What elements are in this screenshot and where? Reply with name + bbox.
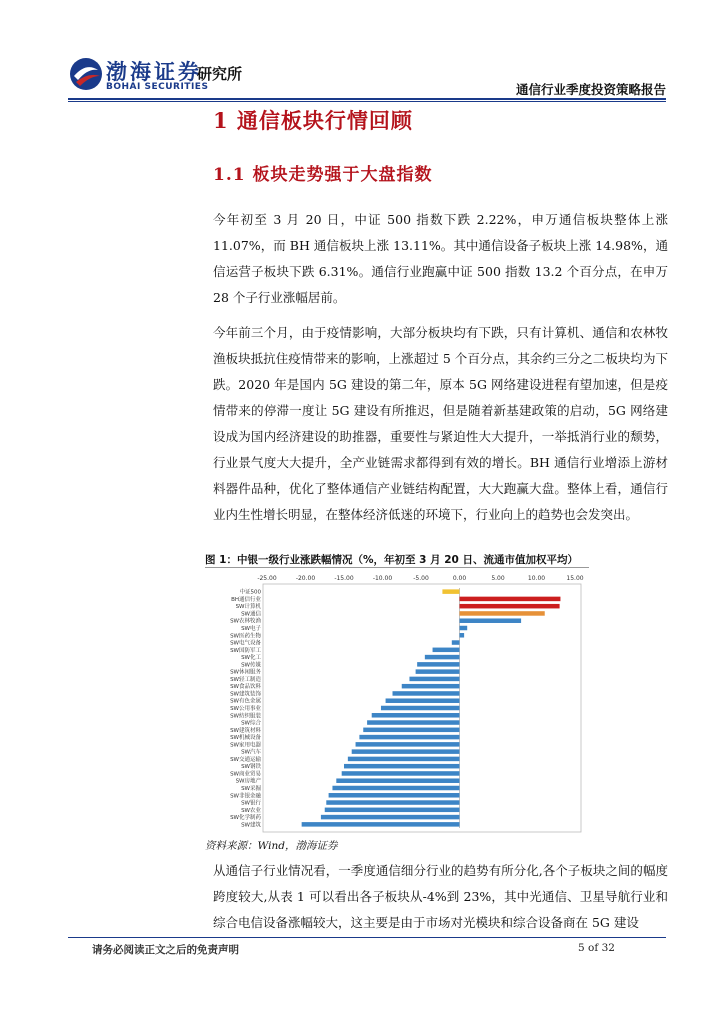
- bar-32: [302, 822, 460, 827]
- category-label: SW医药生物: [230, 633, 261, 640]
- category-label: SW建筑材料: [230, 727, 261, 734]
- bar-16: [381, 706, 460, 711]
- category-label: SW房地产: [235, 778, 261, 785]
- category-label: SW计算机: [235, 604, 261, 611]
- x-tick-label: -5.00: [413, 575, 429, 582]
- category-label: SW非银金融: [230, 793, 261, 800]
- bohai-logo-icon: [68, 56, 104, 92]
- section-heading-1: 1 通信板块行情回顾: [213, 108, 413, 133]
- category-label: SW农业: [241, 807, 261, 814]
- section-heading-1-1: 1.1 板块走势强于大盘指数: [213, 165, 433, 185]
- bar-8: [433, 648, 460, 653]
- bar-7: [452, 640, 460, 645]
- x-tick-label: 15.00: [566, 575, 584, 582]
- category-label: SW休闲服务: [230, 669, 261, 676]
- page-current: 5: [578, 942, 585, 954]
- figure-source: 资料来源：Wind，渤海证券: [205, 840, 338, 852]
- category-label: 中证500: [239, 589, 261, 596]
- category-label: SW综合: [241, 720, 261, 727]
- bar-13: [402, 684, 460, 689]
- bar-29: [326, 800, 459, 805]
- bar-10: [417, 662, 459, 667]
- category-label: SW化工: [241, 655, 261, 662]
- bar-25: [342, 771, 460, 776]
- header-divider-thin: [68, 101, 666, 102]
- paragraph-1: 今年初至 3 月 20 日，中证 500 指数下跌 2.22%，申万通信板块整体上涨 11.07%，而 BH 通信板块上涨 13.11%。其中通信设备子板块上涨 14.98%，通信运营子板块下跌 6.31%。通信行业跑赢中证 500 指数 13.2 个百分点，在申万 28 个子行业涨幅居前。: [213, 212, 668, 305]
- bar-0: [442, 589, 459, 594]
- page-number: [578, 942, 615, 954]
- category-label: SW商业贸易: [230, 771, 261, 778]
- footer-divider: [68, 937, 666, 938]
- category-label: SW电子: [241, 626, 261, 632]
- department-name: 研究所: [197, 65, 243, 83]
- paragraph-3: 从通信子行业情况看，一季度通信细分行业的趋势有所分化,各个子板块之间的幅度跨度较大,从表 1 可以看出各子板块从-4%到 23%，其中光通信、卫星导航行业和综合电信设备涨幅较大，这主要是由于市场对光模块和综合设备商在 5G 建设: [213, 863, 668, 930]
- category-label: SW交通运输: [230, 756, 261, 763]
- x-tick-label: 0.00: [452, 575, 467, 582]
- category-label: SW化学制药: [230, 815, 261, 822]
- x-tick-label: -25.00: [257, 575, 277, 582]
- category-label: SW银行: [241, 800, 261, 807]
- category-label: SW传媒: [241, 662, 261, 669]
- category-label: SW国防军工: [230, 647, 261, 654]
- x-tick-label: -15.00: [334, 575, 354, 582]
- category-label: SW农林牧渔: [230, 618, 261, 625]
- bar-14: [393, 691, 460, 696]
- category-label: SW电气设备: [230, 640, 261, 647]
- bar-11: [416, 669, 460, 674]
- category-label: BH通信行业: [231, 596, 261, 603]
- bar-22: [352, 749, 460, 754]
- paragraph-2: 今年前三个月，由于疫情影响，大部分板块均有下跌，只有计算机、通信和农林牧渔板块抵抗住疫情带来的影响，上涨超过 5 个百分点，其余约三分之二板块均为下跌。2020 年是国内 5G 建设的第二年，原本 5G 网络建设进程有望加速，但是疫情带来的停滞一度让 5G 建设有所推迟，但是随着新基建政策的启动，5G 网络建设成为国内经济建设的助推器，重要性与紧迫性大大提升，一举抵消行业的颓势，行业景气度大大提升，全产业链需求都得到有效的增长。BH 通信行业增添上游材料器件品种，优化了整体通信产业链结构配置，大大跑赢大盘。整体上看，通信行业内生性增长明显，在整体经济低迷的环境下，行业向上的趋势也会发突出。: [213, 325, 668, 522]
- bar-4: [460, 618, 522, 623]
- company-name-cn: 渤海证券: [106, 60, 202, 84]
- bar-6: [460, 633, 465, 638]
- x-tick-label: 5.00: [491, 575, 505, 582]
- bar-18: [367, 720, 459, 725]
- company-name-en: BOHAI SECURITIES: [106, 82, 209, 92]
- bar-26: [336, 778, 459, 783]
- bar-17: [372, 713, 460, 718]
- bar-21: [356, 742, 460, 747]
- category-label: SW公用事业: [230, 706, 261, 712]
- figure-title-divider: [205, 567, 589, 568]
- category-label: SW汽车: [241, 749, 261, 756]
- category-label: SW有色金属: [230, 698, 261, 705]
- bar-19: [363, 728, 459, 733]
- x-tick-label: -10.00: [372, 575, 393, 582]
- header-divider: [68, 98, 666, 100]
- bar-30: [325, 808, 460, 813]
- bar-15: [386, 698, 460, 703]
- category-label: SW家用电器: [230, 742, 261, 749]
- page-total: 32: [601, 942, 615, 954]
- industry-return-bar-chart: [205, 570, 589, 834]
- category-label: SW建筑装饰: [230, 691, 261, 698]
- x-tick-label: -20.00: [295, 575, 316, 582]
- bar-1: [460, 597, 561, 602]
- category-label: SW采掘: [241, 786, 261, 792]
- bar-12: [409, 677, 459, 682]
- footer-disclaimer: 请务必阅读正文之后的免责声明: [92, 944, 239, 956]
- category-label: SW轻工制造: [230, 676, 261, 683]
- bar-23: [348, 757, 460, 762]
- bar-27: [332, 786, 459, 791]
- page-of: of: [588, 942, 599, 954]
- category-label: SW钢铁: [241, 764, 261, 771]
- figure-title: 图 1：中银一级行业涨跌幅情况（%，年初至 3 月 20 日、流通市值加权平均）: [205, 554, 579, 566]
- bar-24: [344, 764, 460, 769]
- x-tick-label: 10.00: [527, 575, 546, 582]
- category-label: SW通信: [241, 611, 261, 618]
- bar-2: [460, 604, 560, 609]
- report-title: 通信行业季度投资策略报告: [515, 82, 666, 97]
- bar-9: [425, 655, 460, 660]
- bar-31: [321, 815, 460, 820]
- category-label: SW纺织服装: [230, 713, 261, 720]
- bar-3: [460, 611, 545, 616]
- category-label: SW建筑: [241, 822, 261, 829]
- category-label: SW食品饮料: [230, 684, 261, 691]
- bar-20: [359, 735, 459, 740]
- category-label: SW机械设备: [230, 735, 261, 742]
- bar-28: [329, 793, 460, 798]
- bar-5: [460, 626, 468, 631]
